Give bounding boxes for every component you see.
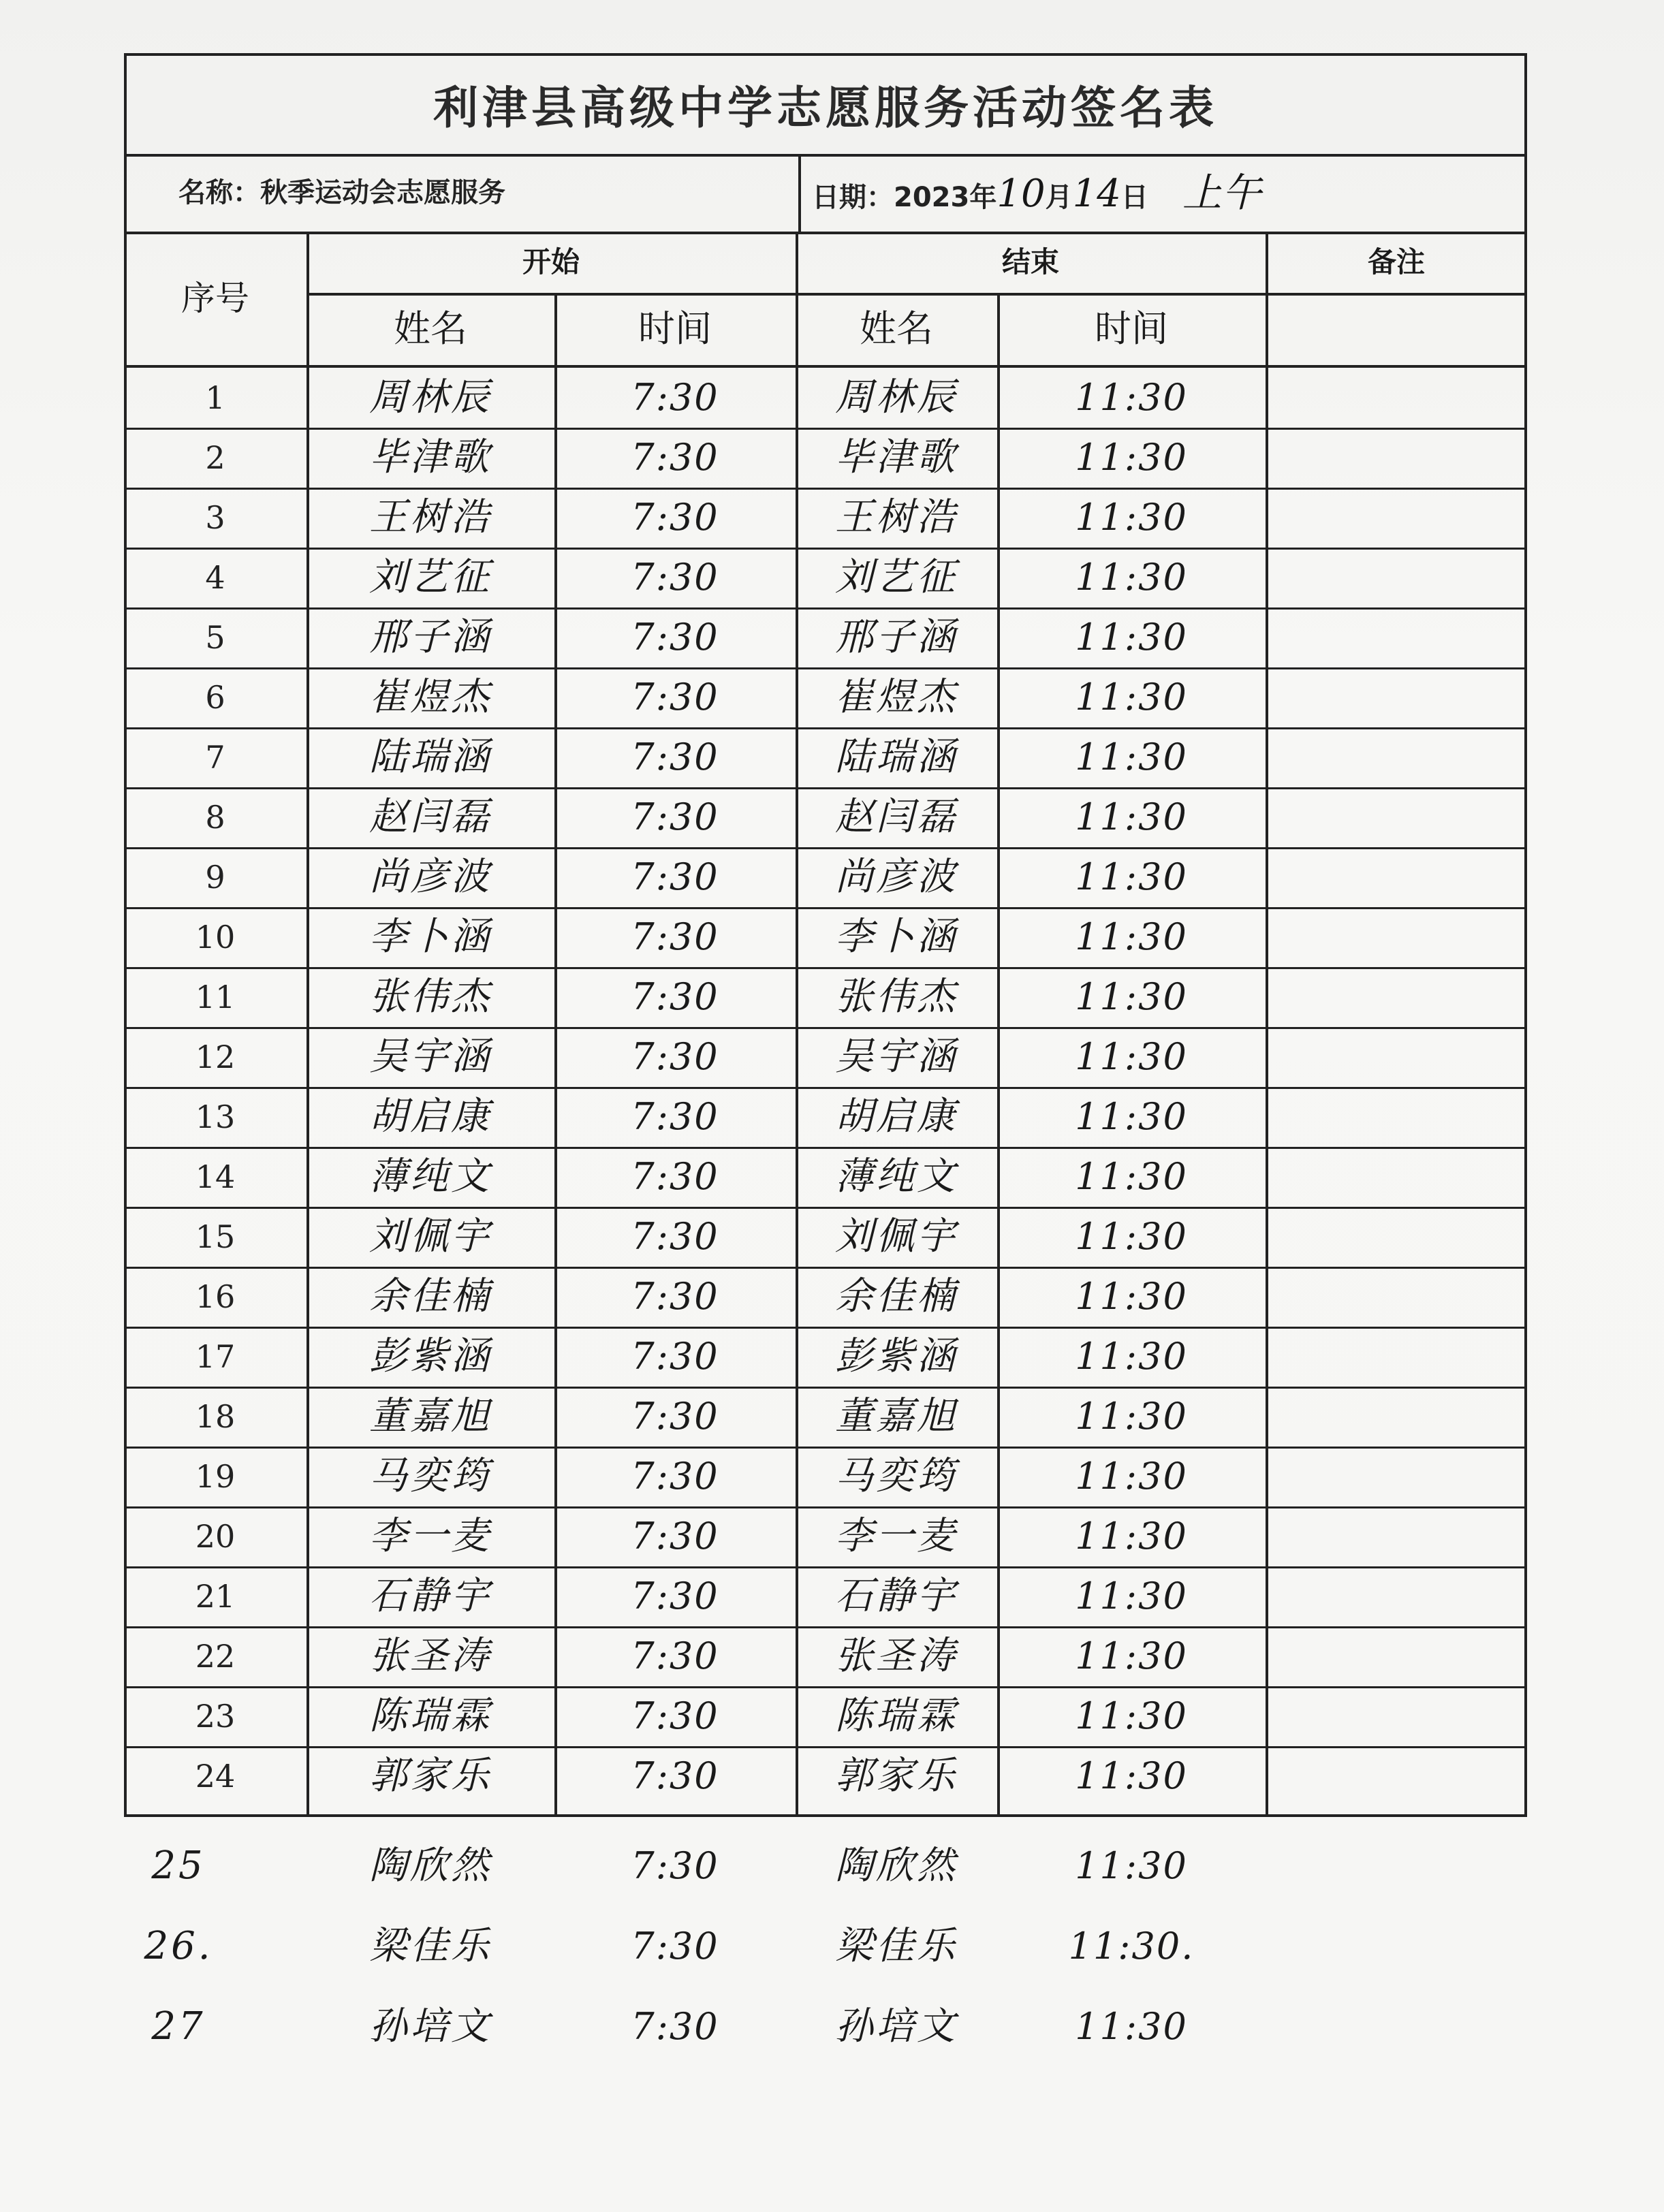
table-row xyxy=(124,1566,1527,1626)
start-time: 7:30 xyxy=(631,436,719,479)
row-number: 26. xyxy=(144,1924,213,1968)
start-name: 吴宇涵 xyxy=(369,1034,492,1079)
end-name: 赵闫磊 xyxy=(835,795,958,839)
start-name: 毕津歌 xyxy=(369,435,492,479)
start-name: 王树浩 xyxy=(369,495,492,539)
row-number: 4 xyxy=(205,559,225,596)
table-row xyxy=(124,1027,1527,1087)
extra-row xyxy=(124,1989,1527,2064)
row-number: 7 xyxy=(205,739,225,776)
row-number: 10 xyxy=(195,919,236,955)
start-name: 彭紫涵 xyxy=(369,1334,492,1378)
row-number: 3 xyxy=(205,499,225,536)
start-name: 薄纯文 xyxy=(369,1154,492,1199)
start-time: 7:30 xyxy=(631,1395,719,1438)
start-time: 7:30 xyxy=(631,1215,719,1258)
end-name: 梁佳乐 xyxy=(835,1924,958,1968)
end-time: 11:30 xyxy=(1075,1155,1188,1198)
table-row xyxy=(124,847,1527,907)
start-time: 7:30 xyxy=(631,1754,719,1797)
end-time: 11:30 xyxy=(1075,556,1188,599)
start-time: 7:30 xyxy=(631,676,719,718)
date-label: 日期： xyxy=(812,182,894,213)
row-number: 16 xyxy=(195,1278,236,1315)
end-time: 11:30 xyxy=(1075,1515,1188,1558)
end-time: 11:30 xyxy=(1075,1275,1188,1318)
row-number: 11 xyxy=(195,979,236,1015)
end-name: 王树浩 xyxy=(835,495,958,539)
activity-date xyxy=(812,162,1261,228)
date-day: 14 xyxy=(1072,172,1121,216)
header-end-name: 姓名 xyxy=(860,307,933,350)
date-note: 上午 xyxy=(1182,170,1261,216)
end-name: 陶欣然 xyxy=(835,1844,958,1888)
table-row xyxy=(124,1267,1527,1327)
start-time: 7:30 xyxy=(631,556,719,599)
end-name: 胡启康 xyxy=(835,1094,958,1139)
end-name: 李卜涵 xyxy=(835,915,958,959)
end-name: 刘佩宇 xyxy=(835,1214,958,1259)
end-name: 崔煜杰 xyxy=(835,675,958,719)
header-start-name: 姓名 xyxy=(394,307,467,350)
start-time: 7:30 xyxy=(631,1035,719,1078)
end-name: 张伟杰 xyxy=(835,975,958,1019)
row-number: 12 xyxy=(195,1039,236,1075)
end-name: 马奕筠 xyxy=(835,1454,958,1498)
table-row xyxy=(124,667,1527,727)
row-number: 24 xyxy=(195,1758,236,1795)
header-end-time: 时间 xyxy=(1095,307,1168,350)
header-start-time: 时间 xyxy=(638,307,712,350)
end-name: 陆瑞涵 xyxy=(835,735,958,779)
start-time: 7:30 xyxy=(631,855,719,898)
start-name: 刘艺征 xyxy=(369,555,492,599)
header-end: 结束 xyxy=(1001,245,1059,279)
start-name: 石静宇 xyxy=(369,1574,492,1618)
row-number: 1 xyxy=(205,379,225,416)
table-row xyxy=(124,967,1527,1027)
divider xyxy=(124,154,1527,157)
end-time: 11:30 xyxy=(1075,855,1188,898)
table-row xyxy=(124,787,1527,847)
end-time: 11:30 xyxy=(1075,676,1188,718)
table-row xyxy=(124,548,1527,607)
end-time: 11:30 xyxy=(1075,1215,1188,1258)
date-month: 10 xyxy=(996,172,1046,216)
name-value: 秋季运动会志愿服务 xyxy=(260,177,505,208)
row-number: 17 xyxy=(195,1338,236,1375)
row-number: 25 xyxy=(151,1844,206,1888)
table-row xyxy=(124,428,1527,488)
start-time: 7:30 xyxy=(631,1515,719,1558)
end-name: 刘艺征 xyxy=(835,555,958,599)
table-row xyxy=(124,1686,1527,1746)
end-name: 李一麦 xyxy=(835,1514,958,1558)
table-row xyxy=(124,1327,1527,1387)
end-name: 毕津歌 xyxy=(835,435,958,479)
start-name: 张圣涛 xyxy=(369,1634,492,1678)
end-name: 薄纯文 xyxy=(835,1154,958,1199)
start-time: 7:30 xyxy=(631,2005,719,2048)
start-name: 孙培文 xyxy=(369,2004,492,2049)
start-name: 马奕筠 xyxy=(369,1454,492,1498)
end-time: 11:30 xyxy=(1075,2005,1188,2048)
table-row xyxy=(124,907,1527,967)
end-time: 11:30 xyxy=(1075,616,1188,659)
start-time: 7:30 xyxy=(631,915,719,958)
end-name: 孙培文 xyxy=(835,2004,958,2049)
start-name: 张伟杰 xyxy=(369,975,492,1019)
row-number: 13 xyxy=(195,1099,236,1135)
start-time: 7:30 xyxy=(631,616,719,659)
row-number: 22 xyxy=(195,1638,236,1675)
end-time: 11:30 xyxy=(1075,1754,1188,1797)
form-title: 利津县高级中学志愿服务活动签名表 xyxy=(433,81,1218,134)
header-seq: 序号 xyxy=(181,279,249,318)
start-time: 7:30 xyxy=(631,1275,719,1318)
table-row xyxy=(124,607,1527,667)
date-year: 2023年 xyxy=(894,182,997,213)
start-time: 7:30 xyxy=(631,736,719,778)
end-time: 11:30 xyxy=(1075,1455,1188,1498)
start-name: 刘佩宇 xyxy=(369,1214,492,1259)
end-time: 11:30 xyxy=(1075,1634,1188,1677)
end-time: 11:30 xyxy=(1075,1844,1188,1887)
end-time: 11:30 xyxy=(1075,376,1188,419)
table-row xyxy=(124,1087,1527,1147)
end-name: 彭紫涵 xyxy=(835,1334,958,1378)
extra-row xyxy=(124,1829,1527,1903)
row-number: 20 xyxy=(195,1518,236,1555)
date-month-unit: 月 xyxy=(1045,182,1073,213)
start-name: 陆瑞涵 xyxy=(369,735,492,779)
table-row xyxy=(124,1506,1527,1566)
end-name: 陈瑞霖 xyxy=(835,1694,958,1738)
end-time: 11:30 xyxy=(1075,1575,1188,1617)
divider xyxy=(798,154,801,232)
row-number: 23 xyxy=(195,1698,236,1735)
start-time: 7:30 xyxy=(631,1575,719,1617)
extra-row xyxy=(124,1909,1527,1984)
row-number: 2 xyxy=(205,439,225,476)
end-time: 11:30 xyxy=(1075,1335,1188,1378)
end-time: 11:30 xyxy=(1075,1095,1188,1138)
row-number: 27 xyxy=(151,2004,206,2049)
end-name: 郭家乐 xyxy=(835,1754,958,1798)
table-row xyxy=(124,1147,1527,1207)
start-time: 7:30 xyxy=(631,1694,719,1737)
start-time: 7:30 xyxy=(631,496,719,539)
table-row xyxy=(124,1626,1527,1686)
end-time: 11:30. xyxy=(1068,1925,1195,1968)
end-time: 11:30 xyxy=(1075,736,1188,778)
row-number: 19 xyxy=(195,1458,236,1495)
start-time: 7:30 xyxy=(631,1335,719,1378)
row-number: 14 xyxy=(195,1158,236,1195)
start-name: 郭家乐 xyxy=(369,1754,492,1798)
start-time: 7:30 xyxy=(631,1155,719,1198)
end-name: 石静宇 xyxy=(835,1574,958,1618)
start-name: 梁佳乐 xyxy=(369,1924,492,1968)
table-row xyxy=(124,368,1527,428)
start-name: 赵闫磊 xyxy=(369,795,492,839)
row-number: 6 xyxy=(205,679,225,716)
end-time: 11:30 xyxy=(1075,795,1188,838)
end-name: 吴宇涵 xyxy=(835,1034,958,1079)
end-time: 11:30 xyxy=(1075,915,1188,958)
end-name: 张圣涛 xyxy=(835,1634,958,1678)
start-time: 7:30 xyxy=(631,1634,719,1677)
table-row xyxy=(124,1387,1527,1447)
start-time: 7:30 xyxy=(631,795,719,838)
start-name: 崔煜杰 xyxy=(369,675,492,719)
end-name: 周林辰 xyxy=(835,375,958,420)
header-start: 开始 xyxy=(522,245,580,279)
row-number: 15 xyxy=(195,1218,236,1255)
start-time: 7:30 xyxy=(631,1925,719,1968)
end-name: 余佳楠 xyxy=(835,1274,958,1318)
start-time: 7:30 xyxy=(631,975,719,1018)
table-row xyxy=(124,1207,1527,1267)
start-name: 陶欣然 xyxy=(369,1844,492,1888)
table-row xyxy=(124,1447,1527,1506)
end-time: 11:30 xyxy=(1075,975,1188,1018)
start-name: 胡启康 xyxy=(369,1094,492,1139)
row-number: 18 xyxy=(195,1398,236,1435)
start-time: 7:30 xyxy=(631,1844,719,1887)
start-time: 7:30 xyxy=(631,1455,719,1498)
start-name: 邢子涵 xyxy=(369,615,492,659)
start-time: 7:30 xyxy=(631,376,719,419)
end-time: 11:30 xyxy=(1075,1395,1188,1438)
start-name: 余佳楠 xyxy=(369,1274,492,1318)
row-number: 21 xyxy=(195,1578,236,1615)
end-time: 11:30 xyxy=(1075,496,1188,539)
row-number: 5 xyxy=(205,619,225,656)
end-time: 11:30 xyxy=(1075,436,1188,479)
table-row xyxy=(124,727,1527,787)
start-name: 李一麦 xyxy=(369,1514,492,1558)
row-number: 8 xyxy=(205,799,225,836)
table-row xyxy=(124,488,1527,548)
end-name: 尚彦波 xyxy=(835,855,958,899)
end-name: 邢子涵 xyxy=(835,615,958,659)
start-name: 周林辰 xyxy=(369,375,492,420)
end-time: 11:30 xyxy=(1075,1035,1188,1078)
row-number: 9 xyxy=(205,859,225,896)
header-remarks: 备注 xyxy=(1367,245,1425,279)
name-label: 名称： xyxy=(178,177,260,208)
table-row xyxy=(124,1746,1527,1806)
start-time: 7:30 xyxy=(631,1095,719,1138)
end-name: 董嘉旭 xyxy=(835,1394,958,1438)
form-table xyxy=(124,53,1527,1817)
start-name: 陈瑞霖 xyxy=(369,1694,492,1738)
start-name: 尚彦波 xyxy=(369,855,492,899)
activity-name xyxy=(178,165,505,220)
date-day-unit: 日 xyxy=(1120,182,1148,213)
start-name: 董嘉旭 xyxy=(369,1394,492,1438)
start-name: 李卜涵 xyxy=(369,915,492,959)
end-time: 11:30 xyxy=(1075,1694,1188,1737)
